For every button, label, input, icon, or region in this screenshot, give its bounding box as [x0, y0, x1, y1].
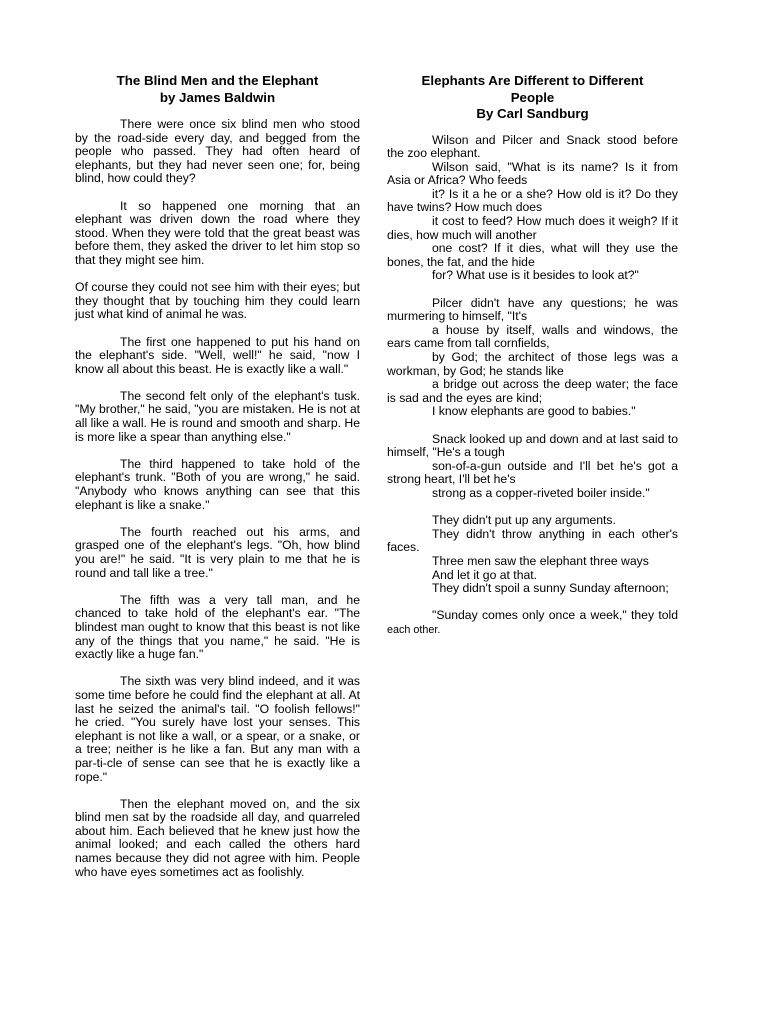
- paragraph-6: The third happened to take hold of the elephant's trunk. "Both of you are wrong," he said. "Anybody who knows anything can see that this elephant is like a snake.": [75, 456, 360, 512]
- right-title-block: [387, 73, 678, 123]
- poem-line: And let it go at that.: [432, 567, 538, 582]
- paragraph-1: There were once six blind men who stood by the road-side every day, and begged from the people who passed. They had often heard of elephants, but they had never seen one; for, being blind, how could they?: [75, 117, 360, 186]
- poem-stanza-1: [387, 134, 678, 284]
- poem-line: Pilcer didn't have any questions; he was murmering to himself, "It's: [387, 295, 678, 324]
- poem-line: it? Is it a he or a she? How old is it? Do they have twins? How much does: [387, 186, 678, 215]
- poem-stanza-2: [387, 297, 678, 419]
- stanza-gap: [387, 501, 678, 515]
- paragraph-4: The first one happened to put his hand on the elephant's side. "Well, well!" he said, "now I know all about this beast. He is exactly like a wall.": [75, 334, 360, 376]
- poem-line: Snack looked up and down and at last said to himself, "He's a tough: [387, 431, 678, 460]
- stanza-gap: [387, 283, 678, 297]
- poem-line: strong as a copper-riveted boiler inside.": [432, 485, 650, 500]
- paragraph-3: Of course they could not see him with their eyes; but they thought that by touching him they could learn just what kind of animal he was.: [75, 280, 360, 322]
- poem-final-line: [387, 609, 678, 637]
- poem-line: for? What use is it besides to look at?": [432, 268, 639, 283]
- poem-stanza-3: [387, 433, 678, 501]
- paragraph-7: The fourth reached out his arms, and grasped one of the elephant's legs. "Oh, how blind you are!" he said. "It is very plain to me that he is round and tall like a tree.": [75, 524, 360, 580]
- right-author: By Carl Sandburg: [476, 106, 589, 121]
- poem-line: it cost to feed? How much does it weigh? If it dies, how much will another: [387, 214, 678, 242]
- paragraph-9: The sixth was very blind indeed, and it was some time before he could find the elephant at all. At last he seized the animal's tail. "O foolish fellows!" he cried. "You surely have lost your senses. This elephant is not like a wall, or a spear, or a snake, or a tree; neither is he like a fan. But any man with a par-ti-cle of sense can see that he is exactly like a rope.": [75, 674, 360, 784]
- poem-line: Three men saw the elephant three ways: [432, 553, 649, 568]
- paragraph-8: The fifth was a very tall man, and he chanced to take hold of the elephant's ear. "The blindest man ought to know that this beast is not like any of the things that you name," he said. "He is exactly like a huge fan.": [75, 592, 360, 662]
- poem-line: They didn't put up any arguments.: [432, 513, 616, 528]
- poem-line: by God; the architect of those legs was a workman, by God; he stands like: [387, 350, 678, 378]
- paragraph-10: Then the elephant moved on, and the six blind men sat by the roadside all day, and quarreled about him. Each believed that he knew just how the animal looked; and each called the others hard names because they did not agree with him. People who have eyes sometimes act as foolishly.: [75, 796, 360, 879]
- poem-line: one cost? If it dies, what will they use the bones, the fat, and the hide: [387, 241, 678, 269]
- poem-line: [387, 609, 678, 637]
- poem-line: a house by itself, walls and windows, the ears came from tall cornfields,: [387, 322, 678, 351]
- stanza-gap: [387, 596, 678, 610]
- poem-line: son-of-a-gun outside and I'll bet he's got a strong heart, I'll bet he's: [387, 458, 678, 487]
- poem-line: Wilson said, "What is its name? Is it from Asia or Africa? Who feeds: [387, 159, 678, 188]
- paragraph-5: The second felt only of the elephant's tusk. "My brother," he said, "you are mistaken. He is not at all like a wall. He is round and smooth and sharp. He is more like a spear than anything else.": [75, 388, 360, 444]
- final-line-end: each other.: [387, 623, 441, 636]
- final-line-main: "Sunday comes only once a week," they told: [432, 608, 678, 623]
- right-title-line-1: Elephants Are Different to Different: [421, 73, 644, 88]
- poem-line: a bridge out across the deep water; the face is sad and the eyes are kind;: [387, 377, 678, 405]
- poem-line: They didn't spoil a sunny Sunday afternoon;: [432, 581, 669, 596]
- left-title-block: [75, 73, 360, 106]
- stanza-gap: [387, 419, 678, 433]
- poem-line: Wilson and Pilcer and Snack stood before the zoo elephant.: [387, 132, 678, 161]
- left-column: [75, 73, 360, 893]
- poem-line: I know elephants are good to babies.": [432, 404, 636, 419]
- left-author: by James Baldwin: [159, 89, 276, 105]
- poem-stanza-4: [387, 514, 678, 596]
- right-column: [387, 73, 678, 637]
- right-title-line-2: People: [510, 89, 555, 105]
- left-title: The Blind Men and the Elephant: [116, 73, 319, 88]
- paragraph-2: It so happened one morning that an elephant was driven down the road where they stood. When they were told that the great beast was before them, they asked the driver to let him stop so that they might see him.: [75, 198, 360, 267]
- poem-line: They didn't throw anything in each other's faces.: [387, 526, 678, 555]
